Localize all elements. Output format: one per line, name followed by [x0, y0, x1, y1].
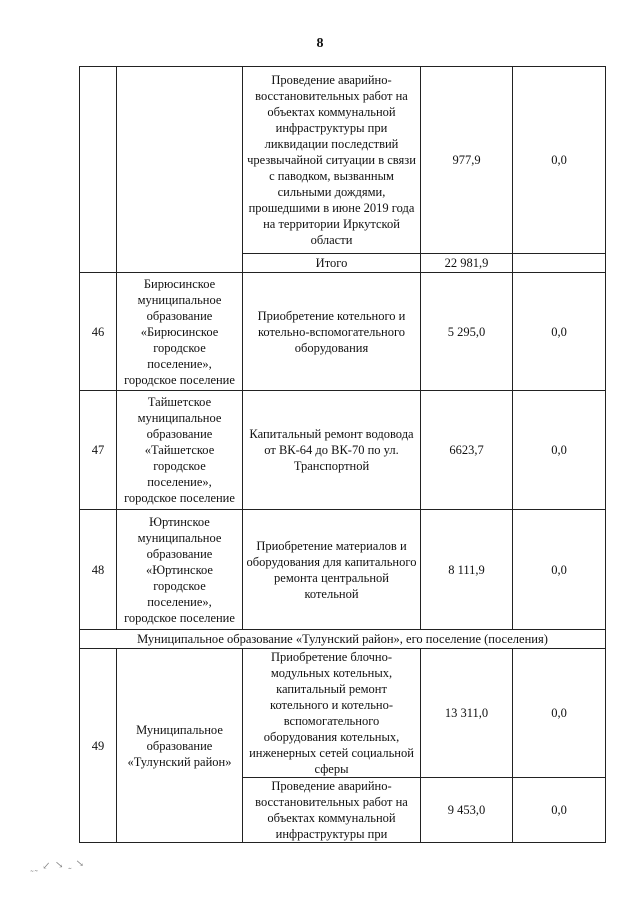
amount-cell: 6623,7 [421, 391, 513, 510]
amount-cell: 977,9 [421, 67, 513, 254]
other-amount-cell: 0,0 [513, 510, 606, 630]
municipality-cell [117, 67, 243, 273]
municipality-cell: Бирюсинское муниципальное образование «Бирюсинское городское поселение», городское поселение [117, 273, 243, 391]
row-number-cell: 46 [80, 273, 117, 391]
municipality-cell: Тайшетское муниципальное образование «Тайшетское городское поселение», городское поселение [117, 391, 243, 510]
row-number-cell: 49 [80, 649, 117, 843]
section-title: Муниципальное образование «Тулунский район», его поселение (поселения) [80, 630, 606, 649]
other-amount-cell: 0,0 [513, 273, 606, 391]
row-number-cell: 47 [80, 391, 117, 510]
other-amount-cell: 0,0 [513, 649, 606, 778]
section-row [80, 630, 606, 649]
amount-cell: 13 311,0 [421, 649, 513, 778]
table-row [80, 273, 606, 391]
purpose-cell: Капитальный ремонт водовода от ВК-64 до ВК-70 по ул. Транспортной [243, 391, 421, 510]
row-number-cell: 48 [80, 510, 117, 630]
allocation-table [79, 66, 606, 843]
row-number-cell [80, 67, 117, 273]
amount-cell: 9 453,0 [421, 778, 513, 843]
purpose-cell: Проведение аварийно-восстановительных работ на объектах коммунальной инфраструктуры при ликвидации последствий чрезвычайной ситуации в связи с паводком, вызванным сильными дождями, прошедшими в июне 2019 года на территории Иркутской области [243, 67, 421, 254]
other-amount-cell: 0,0 [513, 391, 606, 510]
purpose-cell: Приобретение котельного и котельно-вспомогательного оборудования [243, 273, 421, 391]
table-row [80, 510, 606, 630]
total-amount: 22 981,9 [421, 254, 513, 273]
municipality-cell: Муниципальное образование «Тулунский район» [117, 649, 243, 843]
amount-cell: 5 295,0 [421, 273, 513, 391]
other-amount-cell: 0,0 [513, 778, 606, 843]
purpose-cell: Приобретение блочно-модульных котельных, капитальный ремонт котельного и котельно-вспомогательного оборудования котельных, инженерных сетей социальной сферы [243, 649, 421, 778]
table-row [80, 391, 606, 510]
total-other [513, 254, 606, 273]
purpose-cell: Проведение аварийно-восстановительных работ на объектах коммунальной инфраструктуры при [243, 778, 421, 843]
municipality-cell: Юртинское муниципальное образование «Юртинское городское поселение», городское поселение [117, 510, 243, 630]
scan-artifact: ˷˷ ↙ ↘ ˷ ↘ [29, 858, 86, 873]
table-row [80, 649, 606, 778]
purpose-cell: Приобретение материалов и оборудования для капитального ремонта центральной котельной [243, 510, 421, 630]
amount-cell: 8 111,9 [421, 510, 513, 630]
table-row [80, 67, 606, 254]
other-amount-cell: 0,0 [513, 67, 606, 254]
page-number: 8 [316, 36, 324, 51]
total-label: Итого [243, 254, 421, 273]
